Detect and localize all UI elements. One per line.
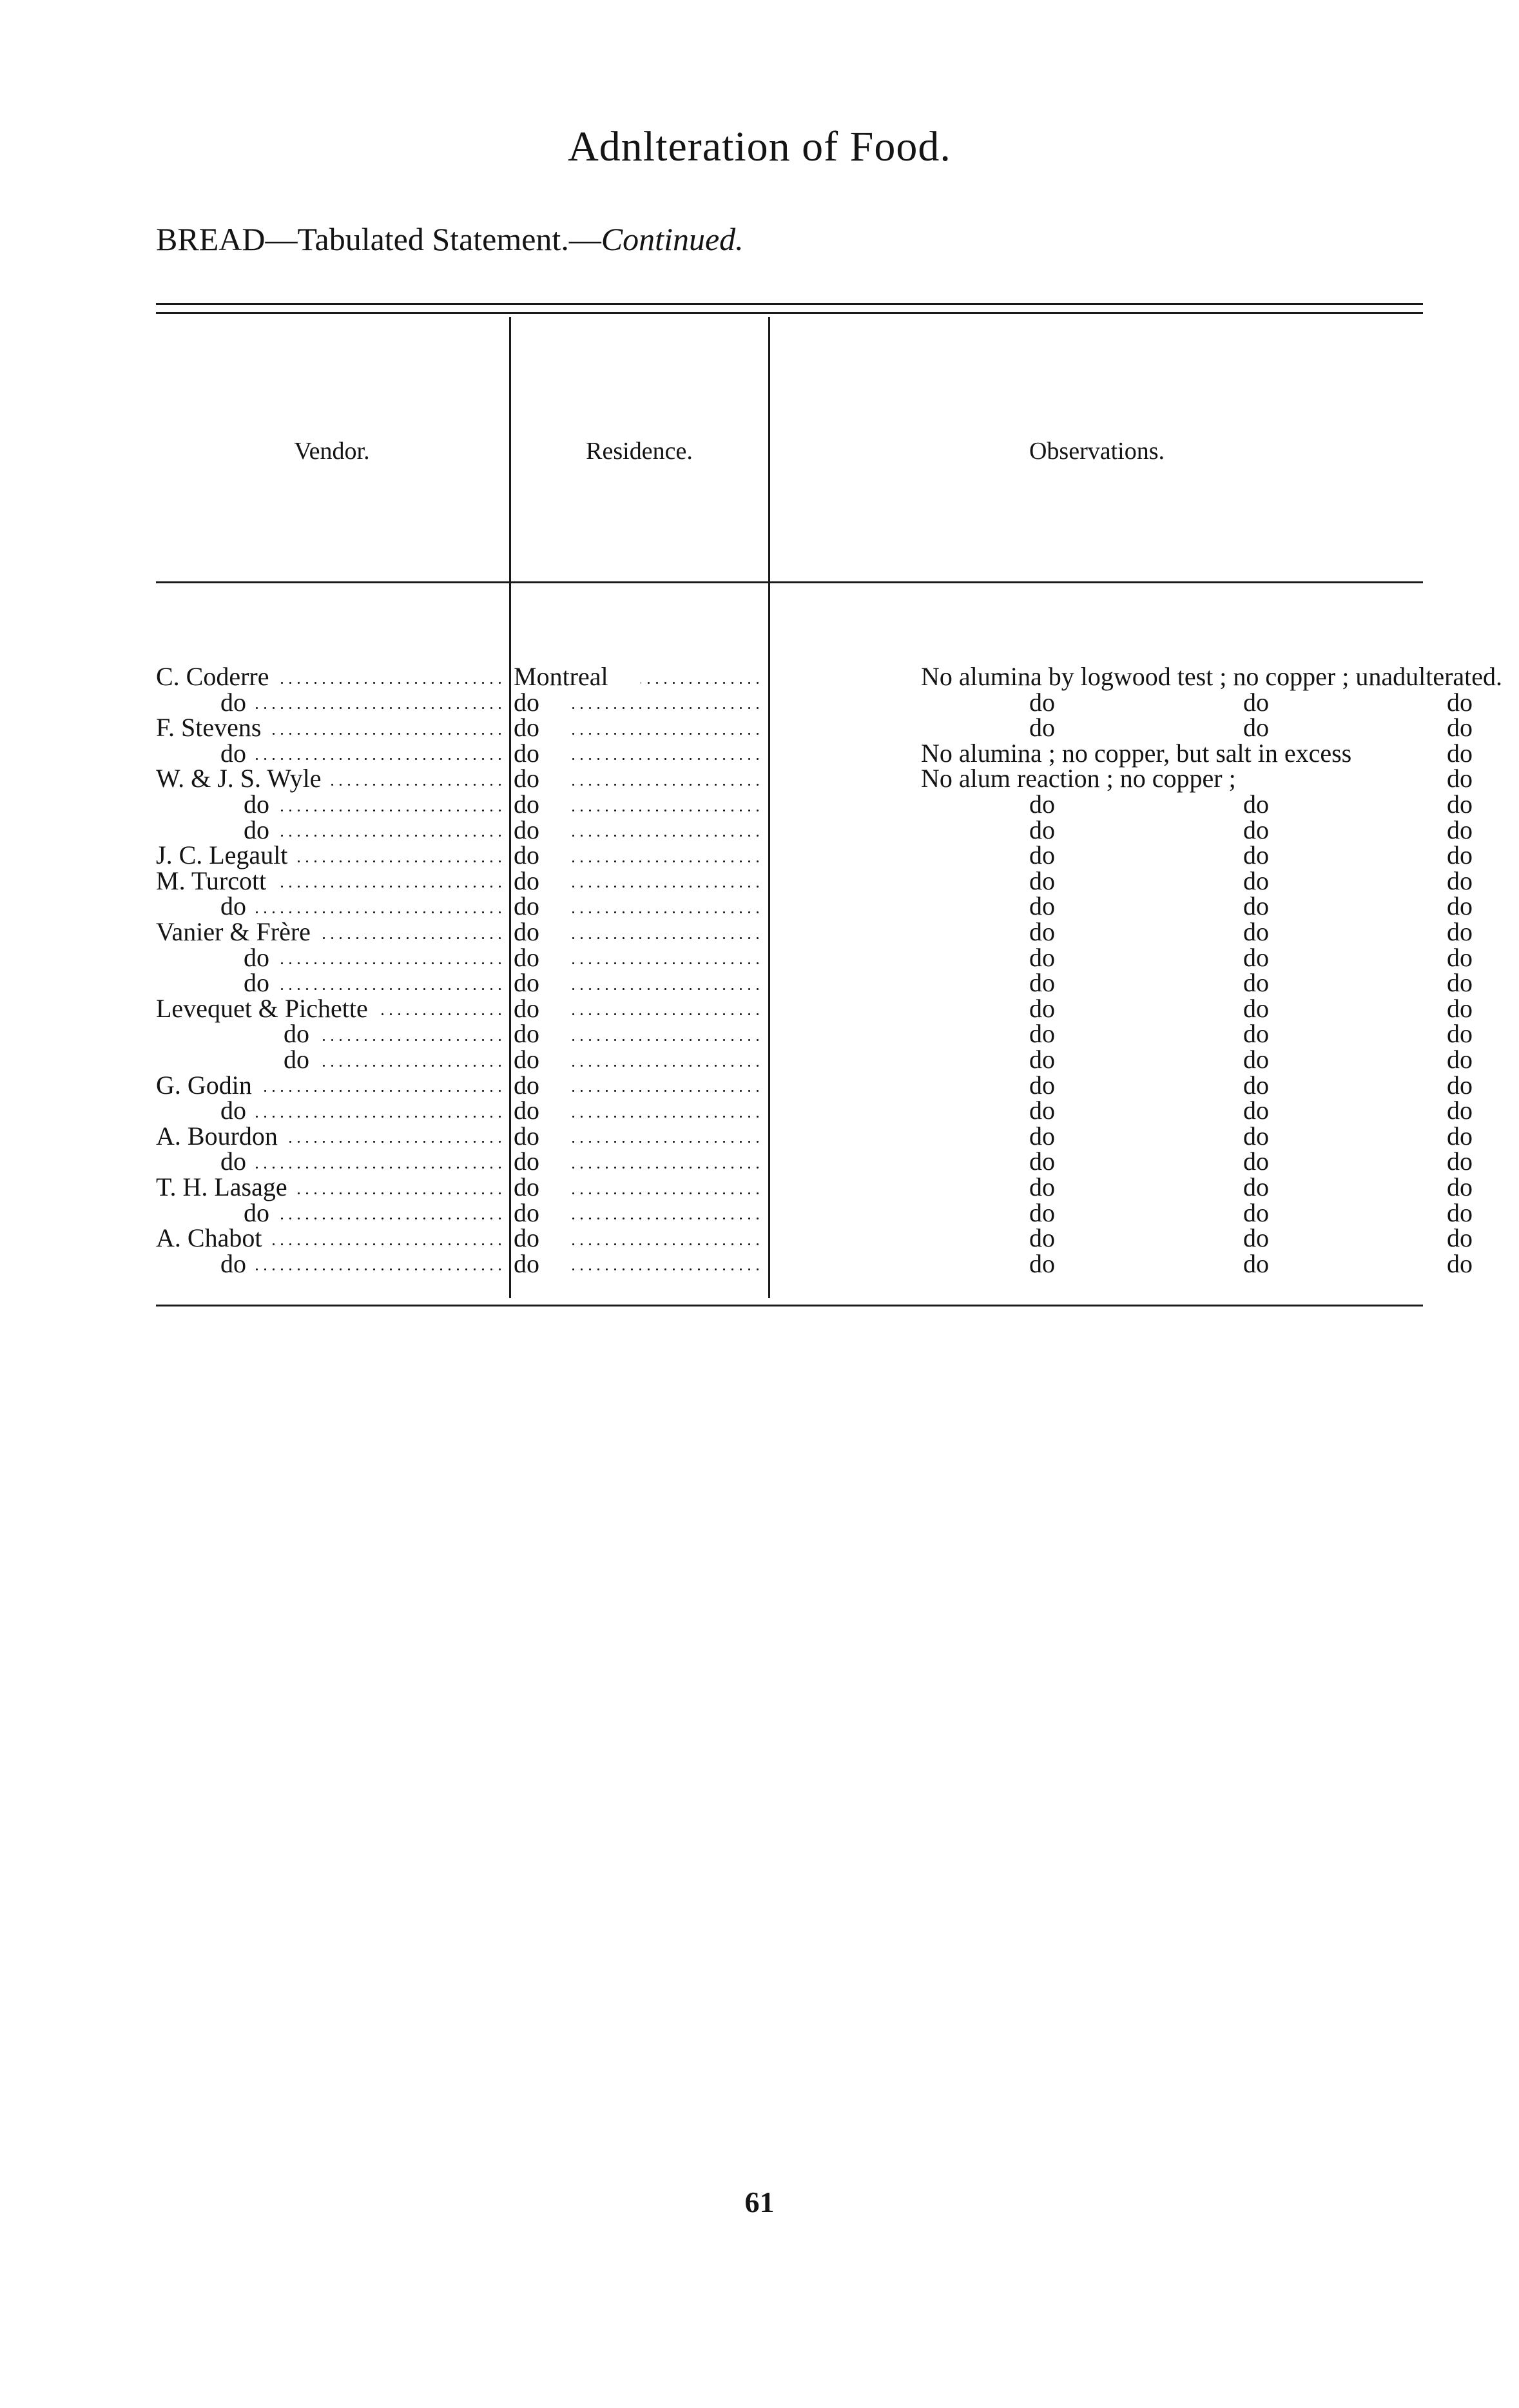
residence-name: do — [514, 687, 539, 717]
table-caption — [156, 220, 744, 258]
residence-cell — [514, 738, 916, 768]
dot-leader — [572, 1090, 762, 1092]
page-title: Adnlteration of Food. — [568, 123, 951, 170]
dot-leader — [572, 835, 762, 837]
observation-ditto: do — [1447, 993, 1473, 1023]
observation-ditto: do — [1029, 1070, 1055, 1100]
vendor-name: C. Coderre — [156, 662, 269, 691]
vendor-name: do — [220, 1147, 246, 1176]
observation-ditto: do — [1029, 713, 1055, 743]
dot-leader — [318, 1039, 504, 1041]
observation-ditto: do — [1029, 891, 1055, 921]
observation-text: No alum reaction ; no copper ; — [921, 764, 1236, 793]
header-observations: Observations. — [1029, 438, 1165, 465]
vendor-cell — [156, 970, 504, 996]
dot-leader — [278, 962, 504, 964]
vendor-name: A. Chabot — [156, 1223, 262, 1253]
residence-cell — [514, 1047, 916, 1073]
observations-cell — [921, 942, 1473, 972]
vendor-name: do — [244, 1198, 269, 1227]
dot-leader — [270, 733, 504, 735]
observation-ditto: do — [1243, 917, 1269, 946]
table-row — [156, 662, 1503, 691]
dot-leader — [377, 1013, 504, 1015]
vendor-name: do — [244, 942, 269, 972]
observation-ditto: do — [1243, 840, 1269, 870]
vendor-cell — [156, 1248, 504, 1278]
header-vendor: Vendor. — [294, 438, 370, 465]
residence-cell — [514, 687, 916, 717]
bottom-rule — [156, 1305, 1423, 1306]
residence-name: do — [514, 815, 539, 844]
dot-leader — [572, 784, 762, 786]
residence-cell — [514, 1021, 916, 1047]
observation-text: No alumina ; no copper, but salt in excess — [921, 738, 1352, 768]
observation-ditto: do — [1447, 1223, 1473, 1253]
residence-cell — [514, 766, 916, 791]
observation-ditto: do — [1243, 942, 1269, 972]
observation-ditto: do — [1029, 917, 1055, 946]
dot-leader — [572, 1013, 762, 1015]
observations-cell — [921, 968, 1473, 998]
table-row — [156, 1198, 1473, 1227]
vendor-name: do — [220, 1096, 246, 1125]
dot-leader — [572, 860, 762, 862]
vendor-cell — [156, 1098, 504, 1123]
residence-name: do — [514, 1070, 539, 1100]
residence-name: do — [514, 790, 539, 819]
table-row — [156, 790, 1473, 819]
residence-name: do — [514, 866, 539, 895]
caption-continued: Continued. — [601, 221, 744, 257]
observation-ditto: do — [1447, 815, 1473, 844]
dot-leader — [255, 707, 504, 709]
vendor-name: Vanier & Frère — [156, 917, 311, 946]
observation-ditto: do — [1243, 866, 1269, 895]
observation-ditto: do — [1447, 738, 1473, 768]
dot-leader — [572, 1141, 762, 1143]
dot-leader — [271, 1243, 504, 1245]
dot-leader — [255, 1268, 504, 1270]
observation-ditto: do — [1447, 942, 1473, 972]
residence-name: do — [514, 1172, 539, 1201]
vendor-name: do — [284, 1019, 309, 1049]
observation-ditto: do — [1029, 1223, 1055, 1253]
observations-cell — [921, 662, 1503, 691]
residence-cell — [514, 1248, 916, 1278]
residence-name: do — [514, 1147, 539, 1176]
table-row — [156, 993, 1473, 1023]
residence-name: do — [514, 993, 539, 1023]
residence-name: do — [514, 1223, 539, 1253]
table-row — [156, 1121, 1473, 1151]
observation-ditto: do — [1447, 1147, 1473, 1176]
observations-cell — [921, 1147, 1473, 1176]
vendor-cell — [156, 868, 504, 894]
vendor-cell — [156, 1225, 504, 1251]
table-row — [156, 764, 1473, 793]
vendor-cell — [156, 1021, 504, 1047]
observation-ditto: do — [1447, 866, 1473, 895]
observation-ditto: do — [1029, 1045, 1055, 1074]
dot-leader — [572, 1218, 762, 1219]
table-row — [156, 1223, 1473, 1253]
residence-name: Montreal — [514, 662, 608, 691]
dot-leader — [572, 733, 762, 735]
observation-ditto: do — [1243, 1198, 1269, 1227]
vendor-cell — [156, 1123, 504, 1149]
observations-cell — [921, 840, 1473, 870]
dot-leader — [255, 758, 504, 760]
observations-cell — [921, 1248, 1473, 1278]
observations-cell — [921, 1045, 1473, 1074]
residence-cell — [514, 970, 916, 996]
dot-leader — [331, 784, 504, 786]
residence-cell — [514, 1225, 916, 1251]
vendor-name: W. & J. S. Wyle — [156, 764, 322, 793]
residence-cell — [514, 942, 916, 972]
observation-ditto: do — [1243, 815, 1269, 844]
vendor-cell — [156, 1174, 504, 1200]
observation-ditto: do — [1447, 1248, 1473, 1278]
observations-cell — [921, 815, 1473, 844]
vendor-name: do — [220, 738, 246, 768]
residence-cell — [514, 791, 916, 817]
vendor-name: do — [284, 1045, 309, 1074]
residence-name: do — [514, 1248, 539, 1278]
residence-cell — [514, 1149, 916, 1174]
dot-leader — [572, 962, 762, 964]
dot-leader — [275, 886, 504, 888]
observations-cell — [921, 1096, 1473, 1125]
table-row — [156, 1172, 1473, 1201]
table-row — [156, 713, 1473, 743]
vendor-cell — [156, 738, 504, 768]
observations-cell — [921, 1198, 1473, 1227]
residence-name: do — [514, 1096, 539, 1125]
vendor-cell — [156, 942, 504, 972]
observation-ditto: do — [1447, 968, 1473, 998]
dot-leader — [572, 911, 762, 913]
dot-leader — [278, 810, 504, 811]
residence-name: do — [514, 1045, 539, 1074]
dot-leader — [572, 810, 762, 811]
dot-leader — [572, 988, 762, 990]
residence-name: do — [514, 713, 539, 743]
observation-ditto: do — [1029, 968, 1055, 998]
observation-ditto: do — [1029, 1019, 1055, 1049]
vendor-cell — [156, 664, 504, 690]
observations-cell — [921, 713, 1473, 743]
vendor-cell — [156, 1149, 504, 1174]
observation-ditto: do — [1029, 1096, 1055, 1125]
dot-leader — [641, 682, 762, 684]
table-row — [156, 1147, 1473, 1176]
dot-leader — [320, 937, 504, 939]
dot-leader — [572, 707, 762, 709]
observation-ditto: do — [1447, 840, 1473, 870]
vendor-cell — [156, 766, 504, 791]
residence-name: do — [514, 891, 539, 921]
observations-cell — [921, 738, 1473, 768]
observation-ditto: do — [1447, 891, 1473, 921]
observation-ditto: do — [1243, 1070, 1269, 1100]
dot-leader — [572, 1268, 762, 1270]
table-row — [156, 1019, 1473, 1049]
table-row — [156, 1096, 1473, 1125]
vendor-name: do — [220, 1248, 246, 1278]
dot-leader — [572, 886, 762, 888]
observation-ditto: do — [1029, 790, 1055, 819]
residence-cell — [514, 664, 916, 690]
observation-ditto: do — [1243, 1223, 1269, 1253]
observation-ditto: do — [1243, 1248, 1269, 1278]
vendor-name: G. Godin — [156, 1070, 252, 1100]
vendor-cell — [156, 919, 504, 945]
residence-name: do — [514, 942, 539, 972]
header-residence: Residence. — [586, 438, 693, 465]
residence-cell — [514, 842, 916, 868]
dot-leader — [278, 682, 504, 684]
dot-leader — [255, 1167, 504, 1169]
residence-cell — [514, 1070, 916, 1100]
vendor-name: Levequet & Pichette — [156, 993, 368, 1023]
dot-leader — [572, 1192, 762, 1194]
vendor-cell — [156, 1047, 504, 1073]
vendor-name: T. H. Lasage — [156, 1172, 287, 1201]
observations-cell — [921, 1019, 1473, 1049]
table-row — [156, 1248, 1473, 1278]
vendor-name: J. C. Legault — [156, 840, 288, 870]
dot-leader — [572, 1065, 762, 1067]
dot-leader — [278, 988, 504, 990]
dot-leader — [287, 1141, 504, 1143]
dot-leader — [572, 1116, 762, 1118]
observation-ditto: do — [1243, 1172, 1269, 1201]
observations-cell — [921, 790, 1473, 819]
dot-leader — [261, 1090, 504, 1092]
residence-name: do — [514, 1198, 539, 1227]
dot-leader — [255, 911, 504, 913]
vendor-cell — [156, 993, 504, 1023]
observation-text: No alumina by logwood test ; no copper ; unadulterated. — [921, 662, 1503, 691]
vendor-cell — [156, 1200, 504, 1226]
table-row — [156, 840, 1473, 870]
observation-ditto: do — [1243, 891, 1269, 921]
header-rule — [156, 581, 1423, 583]
page-number: 61 — [744, 2186, 775, 2219]
residence-name: do — [514, 968, 539, 998]
observation-ditto: do — [1447, 1172, 1473, 1201]
top-rule-lower — [156, 312, 1423, 314]
table-row — [156, 1045, 1473, 1074]
dot-leader — [296, 860, 504, 862]
dot-leader — [278, 1218, 504, 1219]
observation-ditto: do — [1029, 815, 1055, 844]
observation-ditto: do — [1243, 1019, 1269, 1049]
vendor-cell — [156, 842, 504, 868]
observation-ditto: do — [1447, 687, 1473, 717]
observation-ditto: do — [1243, 687, 1269, 717]
residence-name: do — [514, 764, 539, 793]
observation-ditto: do — [1243, 790, 1269, 819]
observation-ditto: do — [1447, 790, 1473, 819]
observation-ditto: do — [1029, 840, 1055, 870]
observation-ditto: do — [1243, 993, 1269, 1023]
observation-ditto: do — [1029, 1147, 1055, 1176]
observations-cell — [921, 1121, 1473, 1151]
observation-ditto: do — [1447, 1019, 1473, 1049]
residence-cell — [514, 1123, 916, 1149]
observation-ditto: do — [1029, 942, 1055, 972]
table-row — [156, 968, 1473, 998]
residence-cell — [514, 1174, 916, 1200]
observations-cell — [921, 891, 1473, 921]
observation-ditto: do — [1243, 1147, 1269, 1176]
dot-leader — [318, 1065, 504, 1067]
vendor-name: do — [244, 790, 269, 819]
observation-ditto: do — [1029, 993, 1055, 1023]
table-row — [156, 815, 1473, 844]
vendor-name: M. Turcott — [156, 866, 267, 895]
residence-cell — [514, 817, 916, 843]
observations-cell — [921, 764, 1473, 793]
observation-ditto: do — [1447, 713, 1473, 743]
dot-leader — [572, 937, 762, 939]
observations-cell — [921, 917, 1473, 946]
observations-cell — [921, 1172, 1473, 1201]
dot-leader — [572, 1243, 762, 1245]
table-row — [156, 942, 1473, 972]
observation-ditto: do — [1029, 1248, 1055, 1278]
dot-leader — [572, 758, 762, 760]
vendor-cell — [156, 791, 504, 817]
residence-cell — [514, 1200, 916, 1226]
vendor-name: A. Bourdon — [156, 1121, 278, 1151]
dot-leader — [572, 1167, 762, 1169]
table-row — [156, 738, 1473, 768]
observation-ditto: do — [1447, 1096, 1473, 1125]
vendor-cell — [156, 715, 504, 741]
vendor-cell — [156, 1070, 504, 1100]
residence-cell — [514, 1098, 916, 1123]
observation-ditto: do — [1447, 1045, 1473, 1074]
observations-cell — [921, 1070, 1473, 1100]
residence-name: do — [514, 840, 539, 870]
dot-leader — [296, 1192, 504, 1194]
residence-cell — [514, 893, 916, 919]
vendor-name: F. Stevens — [156, 713, 262, 743]
observation-ditto: do — [1243, 1121, 1269, 1151]
dot-leader — [278, 835, 504, 837]
table-row — [156, 1070, 1473, 1100]
observation-ditto: do — [1243, 1096, 1269, 1125]
vendor-cell — [156, 817, 504, 843]
observations-cell — [921, 993, 1473, 1023]
observation-ditto: do — [1029, 1121, 1055, 1151]
observation-ditto: do — [1243, 1045, 1269, 1074]
residence-name: do — [514, 738, 539, 768]
table-row — [156, 866, 1473, 895]
observations-cell — [921, 687, 1473, 717]
observation-ditto: do — [1447, 764, 1473, 793]
residence-cell — [514, 868, 916, 894]
observation-ditto: do — [1029, 1198, 1055, 1227]
vendor-name: do — [220, 687, 246, 717]
residence-cell — [514, 715, 916, 741]
vendor-cell — [156, 687, 504, 717]
observation-ditto: do — [1029, 687, 1055, 717]
table-row — [156, 687, 1473, 717]
observation-ditto: do — [1447, 1121, 1473, 1151]
observation-ditto: do — [1447, 1070, 1473, 1100]
observation-ditto: do — [1447, 1198, 1473, 1227]
observation-ditto: do — [1243, 968, 1269, 998]
observations-cell — [921, 1223, 1473, 1253]
residence-cell — [514, 919, 916, 945]
observation-ditto: do — [1447, 917, 1473, 946]
vendor-name: do — [220, 891, 246, 921]
dot-leader — [572, 1039, 762, 1041]
table-row — [156, 891, 1473, 921]
observation-ditto: do — [1243, 713, 1269, 743]
vendor-cell — [156, 893, 504, 919]
residence-name: do — [514, 1121, 539, 1151]
top-rule-upper — [156, 303, 1423, 305]
residence-name: do — [514, 917, 539, 946]
vendor-name: do — [244, 968, 269, 998]
vendor-name: do — [244, 815, 269, 844]
residence-cell — [514, 993, 916, 1023]
table-row — [156, 917, 1473, 946]
caption-main: BREAD—Tabulated Statement.— — [156, 221, 601, 257]
dot-leader — [255, 1116, 504, 1118]
observations-cell — [921, 866, 1473, 895]
observation-ditto: do — [1029, 1172, 1055, 1201]
observation-ditto: do — [1029, 866, 1055, 895]
residence-name: do — [514, 1019, 539, 1049]
